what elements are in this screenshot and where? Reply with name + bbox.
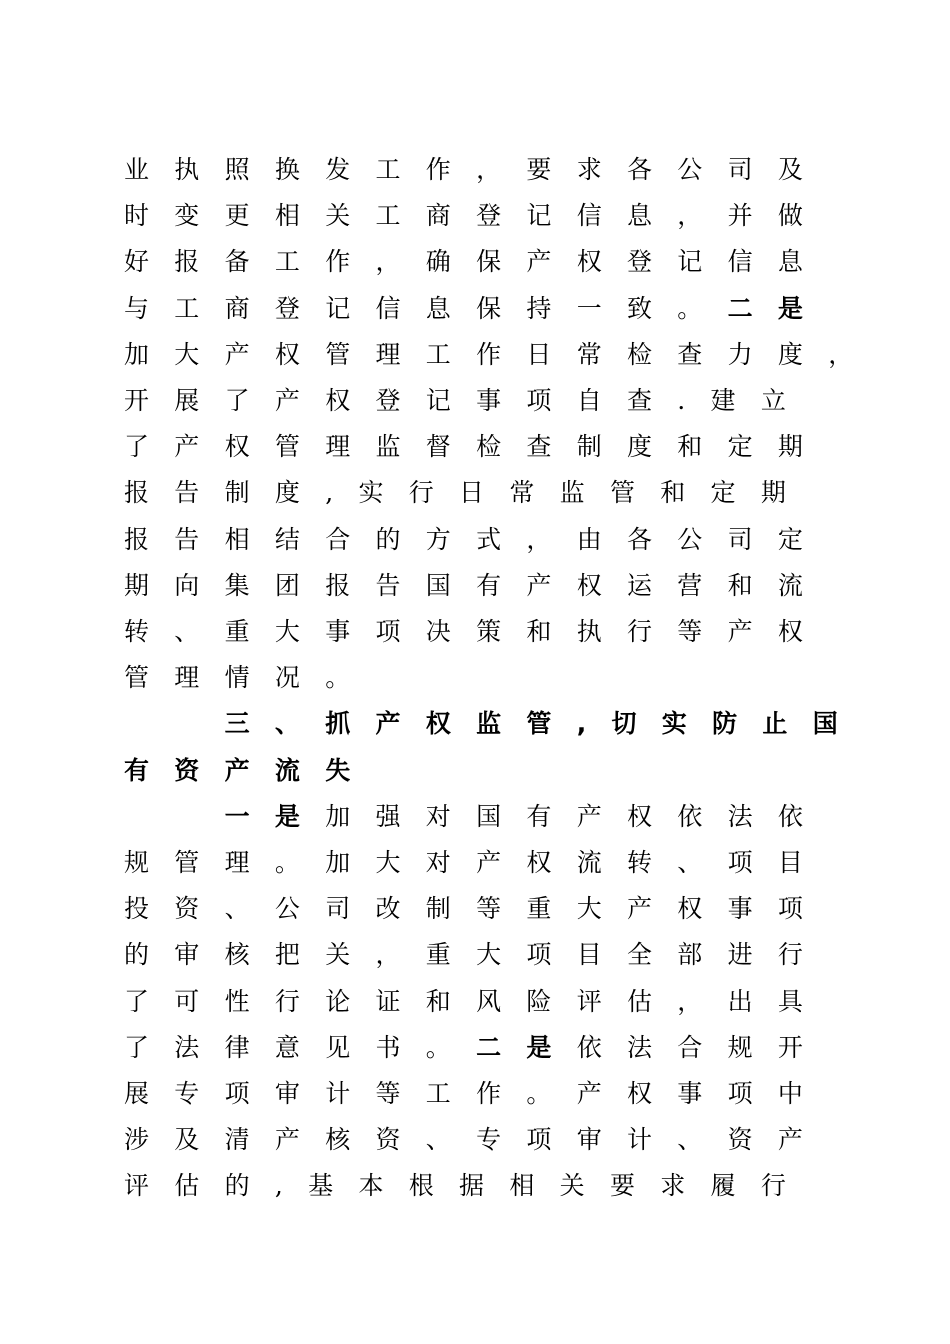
text-segment: 报告相结合的方式，由各公司定 bbox=[124, 524, 829, 554]
text-segment: 依法合规开 bbox=[576, 1032, 829, 1062]
text-segment: 时变更相关工商登记信息，并做 bbox=[124, 201, 829, 231]
text-segment: 展专项审计等工作。产权事项中 bbox=[124, 1079, 829, 1108]
text-segment: 好报备工作，确保产权登记信息 bbox=[124, 247, 829, 277]
text-segment: 开展了产权登记事项自查.建立 bbox=[124, 386, 812, 415]
text-segment: 期向集团报告国有产权运营和流 bbox=[124, 570, 829, 600]
text-segment: 加强对国有产权依法依 bbox=[325, 801, 829, 831]
text-segment: 与工商登记信息保持一致。 bbox=[124, 293, 728, 323]
text-segment: 的审核把关，重大项目全部进行 bbox=[124, 940, 829, 970]
text-segment: 涉及清产核资、专项审计、资产 bbox=[124, 1125, 829, 1155]
bold-text-segment: 有资产流失 bbox=[124, 755, 376, 785]
text-segment: 投资、公司改制等重大产权事项 bbox=[124, 894, 829, 924]
bold-text-segment: 二是 bbox=[476, 1032, 577, 1062]
text-segment: 加大产权管理工作日常检查力度， bbox=[124, 339, 879, 369]
bold-text-segment: 三、抓产权监管,切实防止国 bbox=[224, 709, 863, 739]
text-segment: 报告制度,实行日常监管和定期 bbox=[124, 478, 812, 508]
text-segment: 评估的,基本根据相关要求履行 bbox=[124, 1171, 812, 1201]
text-segment: 业执照换发工作，要求各公司及 bbox=[124, 155, 829, 184]
text-segment: 了法律意见书。 bbox=[124, 1032, 477, 1062]
bold-text-segment: 二是 bbox=[727, 293, 829, 323]
bold-text-segment: 一是 bbox=[224, 801, 326, 831]
text-segment: 了可性行论证和风险评估，出具 bbox=[124, 986, 829, 1016]
text-segment: 管理情况。 bbox=[124, 663, 376, 693]
text-segment: 规管理。加大对产权流转、项目 bbox=[124, 848, 829, 877]
text-segment: 转、重大事项决策和执行等产权 bbox=[124, 617, 829, 646]
text-segment: 了产权管理监督检查制度和定期 bbox=[124, 432, 829, 462]
